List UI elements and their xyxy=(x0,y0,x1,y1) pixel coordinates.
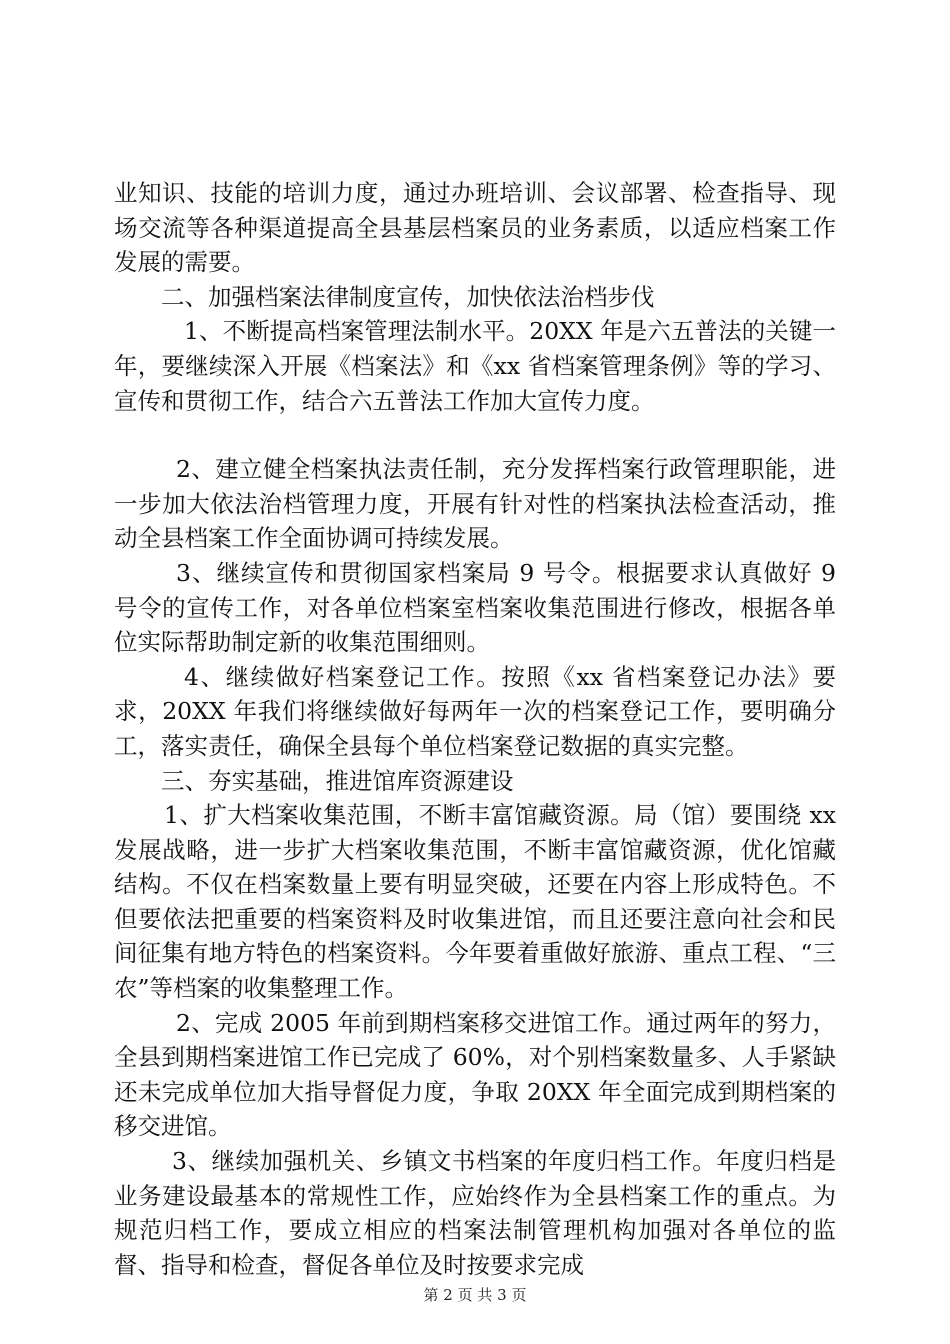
paragraph-item-2-4: 4、继续做好档案登记工作。按照《xx 省档案登记办法》要求，20XX 年我们将继续做好每两年一次的档案登记工作，要明确分工，落实责任，确保全县每个单位档案登记数据的真实完整。 xyxy=(114,662,836,760)
paragraph-item-3-1: 1、扩大档案收集范围，不断丰富馆藏资源。局（馆）要围绕 xx 发展战略，进一步扩大档案收集范围，不断丰富馆藏资源，优化馆藏结构。不仅在档案数量上要有明显突破，还要在内容上形成特色。不但要依法把重要的档案资料及时收集进馆，而且还要注意向社会和民间征集有地方特色的档案资料。今年要着重做好旅游、重点工程、“三农”等档案的收集整理工作。 xyxy=(114,801,836,1003)
paragraph-item-3-3: 3、继续加强机关、乡镇文书档案的年度归档工作。年度归档是业务建设最基本的常规性工作，应始终作为全县档案工作的重点。为规范归档工作，要成立相应的档案法制管理机构加强对各单位的监督、指导和检查，督促各单位及时按要求完成 xyxy=(114,1147,836,1279)
paragraph-item-2-2: 2、建立健全档案执法责任制，充分发挥档案行政管理职能，进一步加大依法治档管理力度，开展有针对性的档案执法检查活动，推动全县档案工作全面协调可持续发展。 xyxy=(114,455,836,553)
paragraph-item-2-3: 3、继续宣传和贯彻国家档案局 9 号令。根据要求认真做好 9 号令的宣传工作，对各单位档案室档案收集范围进行修改，根据各单位实际帮助制定新的收集范围细则。 xyxy=(114,558,836,657)
section-heading-three: 三、夯实基础，推进馆库资源建设 xyxy=(161,766,514,795)
paragraph-item-3-2: 2、完成 2005 年前到期档案移交进馆工作。通过两年的努力，全县到期档案进馆工作已完成了 60%，对个别档案数量多、人手紧缺还未完成单位加大指导督促力度，争取 20XX 年全面完成到期档案的移交进馆。 xyxy=(114,1008,836,1141)
page-footer: 第 2 页 共 3 页 xyxy=(423,1286,527,1304)
section-heading-two: 二、加强档案法律制度宣传，加快依法治档步伐 xyxy=(161,282,655,311)
paragraph-item-2-1: 1、不断提高档案管理法制水平。20XX 年是六五普法的关键一年，要继续深入开展《档案法》和《xx 省档案管理条例》等的学习、宣传和贯彻工作，结合六五普法工作加大宣传力度。 xyxy=(114,317,836,415)
paragraph-spacer xyxy=(114,418,836,452)
paragraph-training-continued: 业知识、技能的培训力度，通过办班培训、会议部署、检查指导、现场交流等各种渠道提高全县基层档案员的业务素质，以适应档案工作发展的需要。 xyxy=(114,179,836,277)
document-body xyxy=(114,176,836,1282)
